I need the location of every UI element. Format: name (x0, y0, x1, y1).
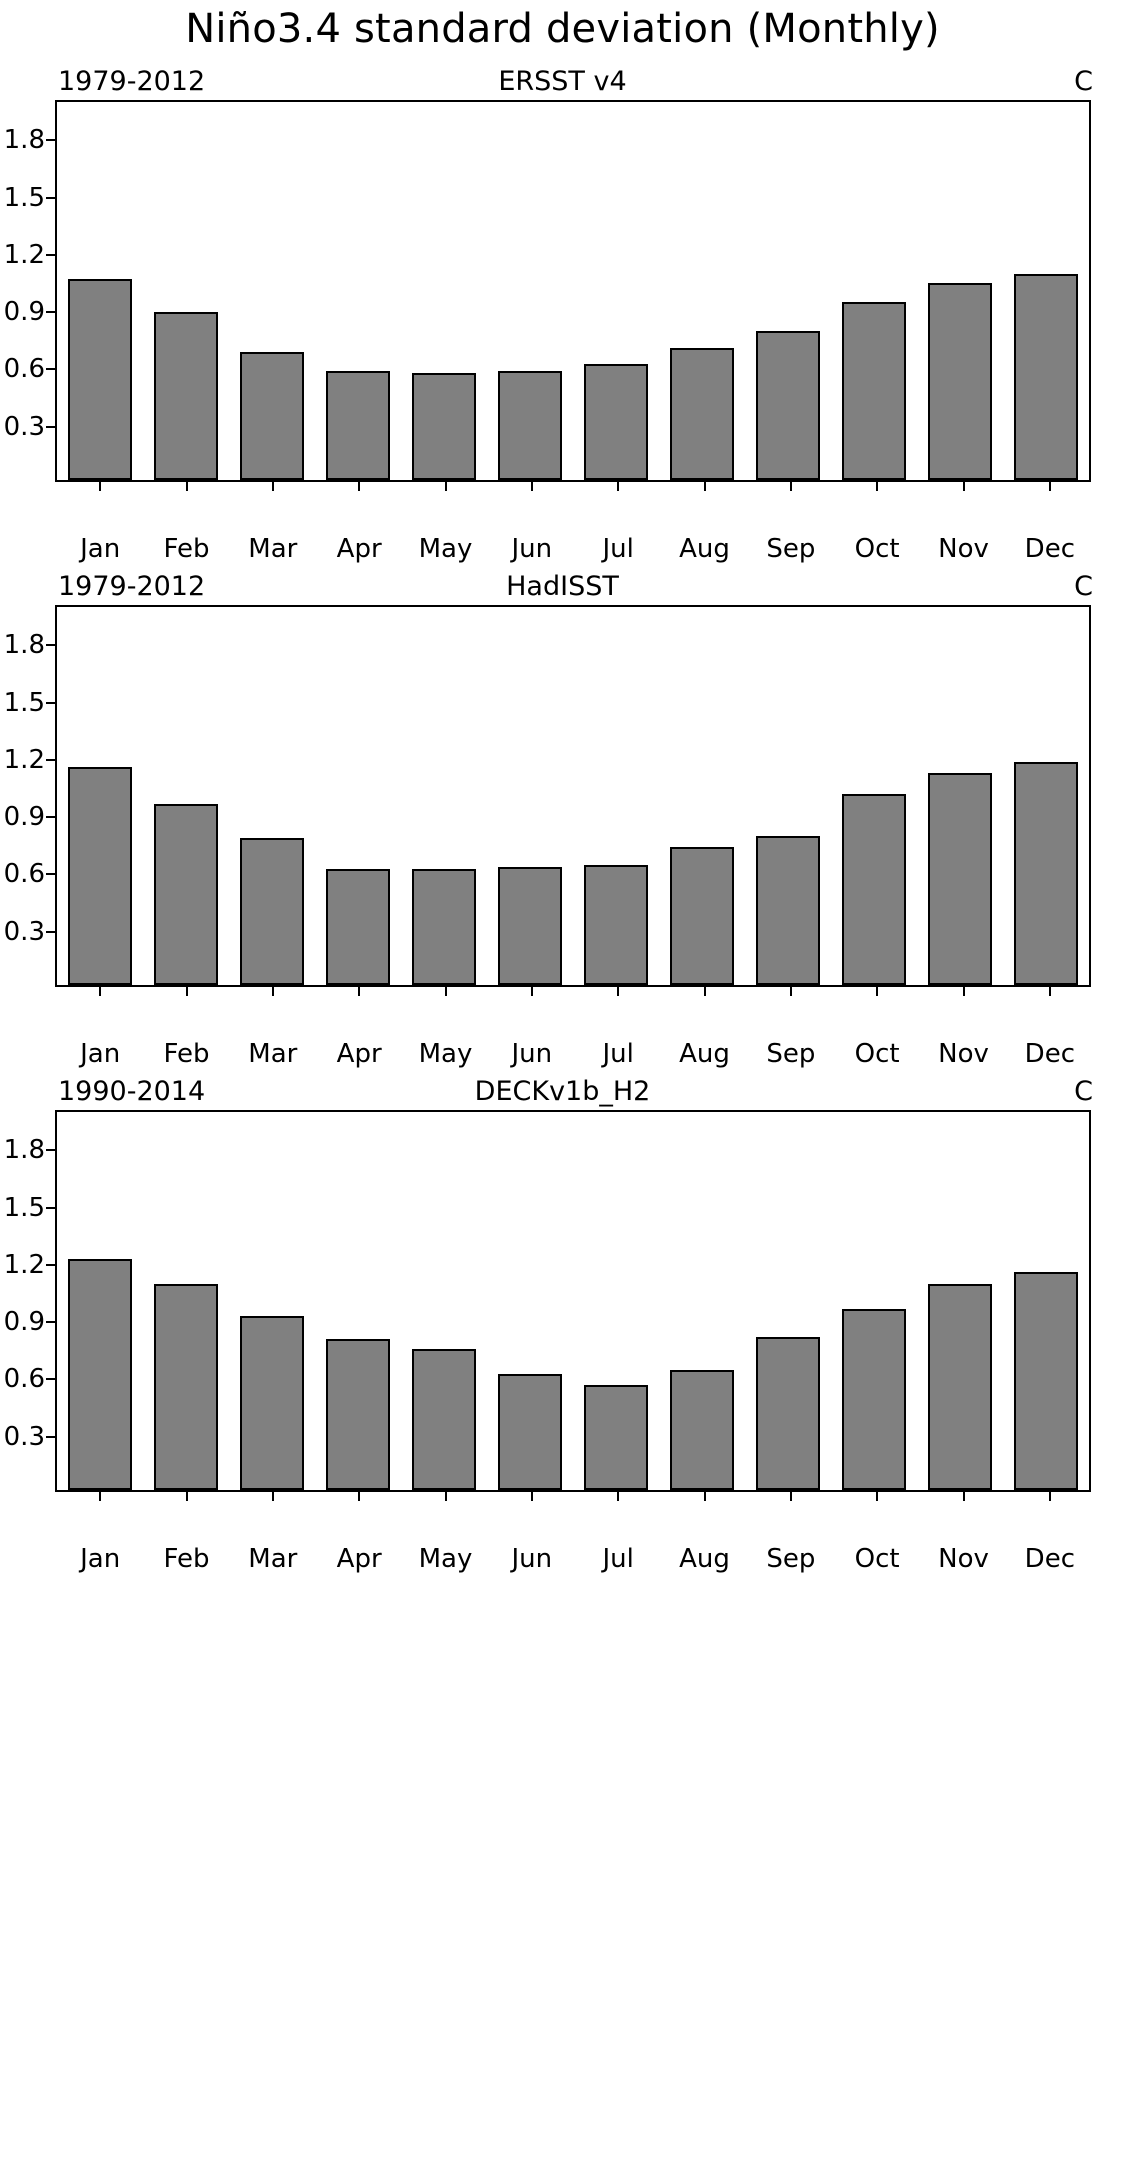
x-axis-tick-label: Jan (80, 1544, 121, 1574)
x-axis-tick-label: May (418, 534, 473, 564)
x-axis-tick (963, 985, 965, 996)
y-axis-tick-label: 0.3 (3, 1421, 45, 1452)
bar (498, 371, 562, 480)
bar (154, 312, 218, 480)
bar (928, 773, 992, 985)
bar (240, 838, 304, 985)
x-axis-tick-label: May (418, 1544, 473, 1574)
panel-header (0, 1070, 1125, 1110)
x-axis-tick (186, 1490, 188, 1501)
bar (756, 1337, 820, 1490)
x-axis-tick-label: Nov (938, 534, 989, 564)
bar-series (57, 607, 1089, 985)
chart-panel-deckv1b (0, 1070, 1125, 1574)
bar (584, 1385, 648, 1490)
x-axis-tick-label: Sep (766, 534, 816, 564)
x-axis-tick-label: Jul (602, 534, 634, 564)
x-axis-tick (272, 480, 274, 491)
panel-period-label: 1990-2014 (58, 1076, 206, 1107)
bar (1014, 274, 1078, 480)
x-axis-tick (445, 1490, 447, 1501)
x-axis-tick (445, 480, 447, 491)
x-axis-tick-label: Apr (336, 1544, 382, 1574)
panel-units-label: C (1074, 66, 1093, 97)
x-axis-tick-label: Apr (336, 1039, 382, 1069)
x-axis-tick (963, 480, 965, 491)
x-axis-tick-label: Oct (854, 534, 900, 564)
y-axis-tick-label: 0.6 (3, 859, 45, 890)
bar (584, 865, 648, 985)
x-axis-tick-label: Dec (1024, 534, 1075, 564)
y-axis-tick-label: 1.2 (3, 744, 45, 775)
x-axis-tick (272, 985, 274, 996)
x-axis-tick-label: Nov (938, 1039, 989, 1069)
x-axis-tick-label: Jul (602, 1544, 634, 1574)
bar (928, 283, 992, 480)
y-axis-tick-label: 0.9 (3, 1307, 45, 1338)
y-axis-tick-label: 1.8 (3, 1135, 45, 1166)
panel-header (0, 565, 1125, 605)
x-axis-tick (99, 1490, 101, 1501)
x-axis-tick-label: Jan (80, 534, 121, 564)
y-axis-tick-label: 0.6 (3, 354, 45, 385)
bar (1014, 1272, 1078, 1490)
x-axis-tick (704, 480, 706, 491)
bar (412, 373, 476, 480)
x-axis-tick-label: Mar (248, 1544, 298, 1574)
x-axis-tick (1049, 480, 1051, 491)
x-axis-tick-label: May (418, 1039, 473, 1069)
x-axis-tick-label: Sep (766, 1544, 816, 1574)
y-axis-tick-label: 1.2 (3, 1249, 45, 1280)
panel-header (0, 60, 1125, 100)
y-axis-tick-label: 1.5 (3, 687, 45, 718)
bar (326, 869, 390, 986)
x-axis-tick-label: Sep (766, 1039, 816, 1069)
x-axis-tick (358, 985, 360, 996)
bar-series (57, 1112, 1089, 1490)
x-axis-tick (1049, 985, 1051, 996)
page-title: Niño3.4 standard deviation (Monthly) (185, 6, 940, 52)
y-axis-tick-label: 0.3 (3, 411, 45, 442)
bar (842, 302, 906, 480)
x-axis-tick (704, 1490, 706, 1501)
bar (412, 869, 476, 986)
x-axis-tick (531, 1490, 533, 1501)
x-axis-tick-label: Dec (1024, 1544, 1075, 1574)
x-axis-tick-label: Aug (679, 534, 730, 564)
y-axis-tick-label: 1.5 (3, 1192, 45, 1223)
bar (68, 1259, 132, 1490)
x-axis-tick-label: Jan (80, 1039, 121, 1069)
x-axis-tick-label: Nov (938, 1544, 989, 1574)
bar (1014, 762, 1078, 985)
x-axis-tick-label: Feb (163, 534, 210, 564)
x-axis-tick (617, 985, 619, 996)
panel-units-label: C (1074, 1076, 1093, 1107)
bar (670, 348, 734, 480)
x-axis-tick (790, 1490, 792, 1501)
x-axis-tick-label: Jul (602, 1039, 634, 1069)
y-axis-tick-label: 1.8 (3, 125, 45, 156)
bar (68, 767, 132, 985)
bar (670, 847, 734, 985)
y-axis-tick-label: 1.8 (3, 630, 45, 661)
x-axis-tick-label: Dec (1024, 1039, 1075, 1069)
x-axis-tick-label: Apr (336, 534, 382, 564)
x-axis-tick-label: Mar (248, 534, 298, 564)
bar (928, 1284, 992, 1490)
y-axis-tick-label: 0.6 (3, 1364, 45, 1395)
bar (154, 1284, 218, 1490)
x-axis-tick (876, 480, 878, 491)
x-axis-tick-label: Aug (679, 1039, 730, 1069)
plot-area (3, 100, 1091, 564)
y-axis-tick-label: 0.9 (3, 297, 45, 328)
x-axis-tick (790, 480, 792, 491)
x-axis-tick (445, 985, 447, 996)
bar (756, 836, 820, 985)
x-axis-tick (531, 480, 533, 491)
panel-dataset-title: ERSST v4 (498, 66, 627, 97)
bar (68, 279, 132, 480)
x-axis-tick (963, 1490, 965, 1501)
panel-units-label: C (1074, 571, 1093, 602)
bar (498, 1374, 562, 1491)
x-axis-tick (186, 985, 188, 996)
bar (842, 1309, 906, 1490)
bar (154, 804, 218, 985)
x-axis-tick (790, 985, 792, 996)
plot-area (3, 1110, 1091, 1574)
panel-period-label: 1979-2012 (58, 66, 206, 97)
x-axis-tick (358, 480, 360, 491)
panel-dataset-title: DECKv1b_H2 (474, 1076, 651, 1107)
x-axis-tick (272, 1490, 274, 1501)
bar (326, 371, 390, 480)
x-axis-tick (876, 1490, 878, 1501)
x-axis-tick (617, 480, 619, 491)
x-axis-tick (99, 480, 101, 491)
x-axis-tick-label: Jun (511, 534, 553, 564)
bar (842, 794, 906, 985)
y-axis-tick-label: 0.9 (3, 802, 45, 833)
bar (326, 1339, 390, 1490)
x-axis-tick-label: Oct (854, 1544, 900, 1574)
x-axis-tick (99, 985, 101, 996)
bar (756, 331, 820, 480)
bar (412, 1349, 476, 1490)
x-axis-tick-label: Mar (248, 1039, 298, 1069)
x-axis-tick-label: Feb (163, 1544, 210, 1574)
bar (670, 1370, 734, 1490)
x-axis-tick (704, 985, 706, 996)
x-axis-tick (531, 985, 533, 996)
x-axis-tick (617, 1490, 619, 1501)
y-axis-tick-label: 0.3 (3, 916, 45, 947)
chart-panel-ersst (0, 60, 1125, 564)
bar (240, 352, 304, 480)
x-axis-tick-label: Aug (679, 1544, 730, 1574)
y-axis-tick-label: 1.5 (3, 182, 45, 213)
bar (584, 364, 648, 481)
bar (498, 867, 562, 985)
x-axis-tick-label: Jun (511, 1544, 553, 1574)
plot-area (3, 605, 1091, 1069)
chart-panel-hadisst (0, 565, 1125, 1069)
x-axis-tick-label: Jun (511, 1039, 553, 1069)
x-axis-tick-label: Oct (854, 1039, 900, 1069)
y-axis-tick-label: 1.2 (3, 239, 45, 270)
x-axis-tick (186, 480, 188, 491)
x-axis-tick (1049, 1490, 1051, 1501)
x-axis-tick-label: Feb (163, 1039, 210, 1069)
panel-dataset-title: HadISST (506, 571, 619, 602)
x-axis-tick (358, 1490, 360, 1501)
bar (240, 1316, 304, 1490)
bar-series (57, 102, 1089, 480)
panel-period-label: 1979-2012 (58, 571, 206, 602)
x-axis-tick (876, 985, 878, 996)
